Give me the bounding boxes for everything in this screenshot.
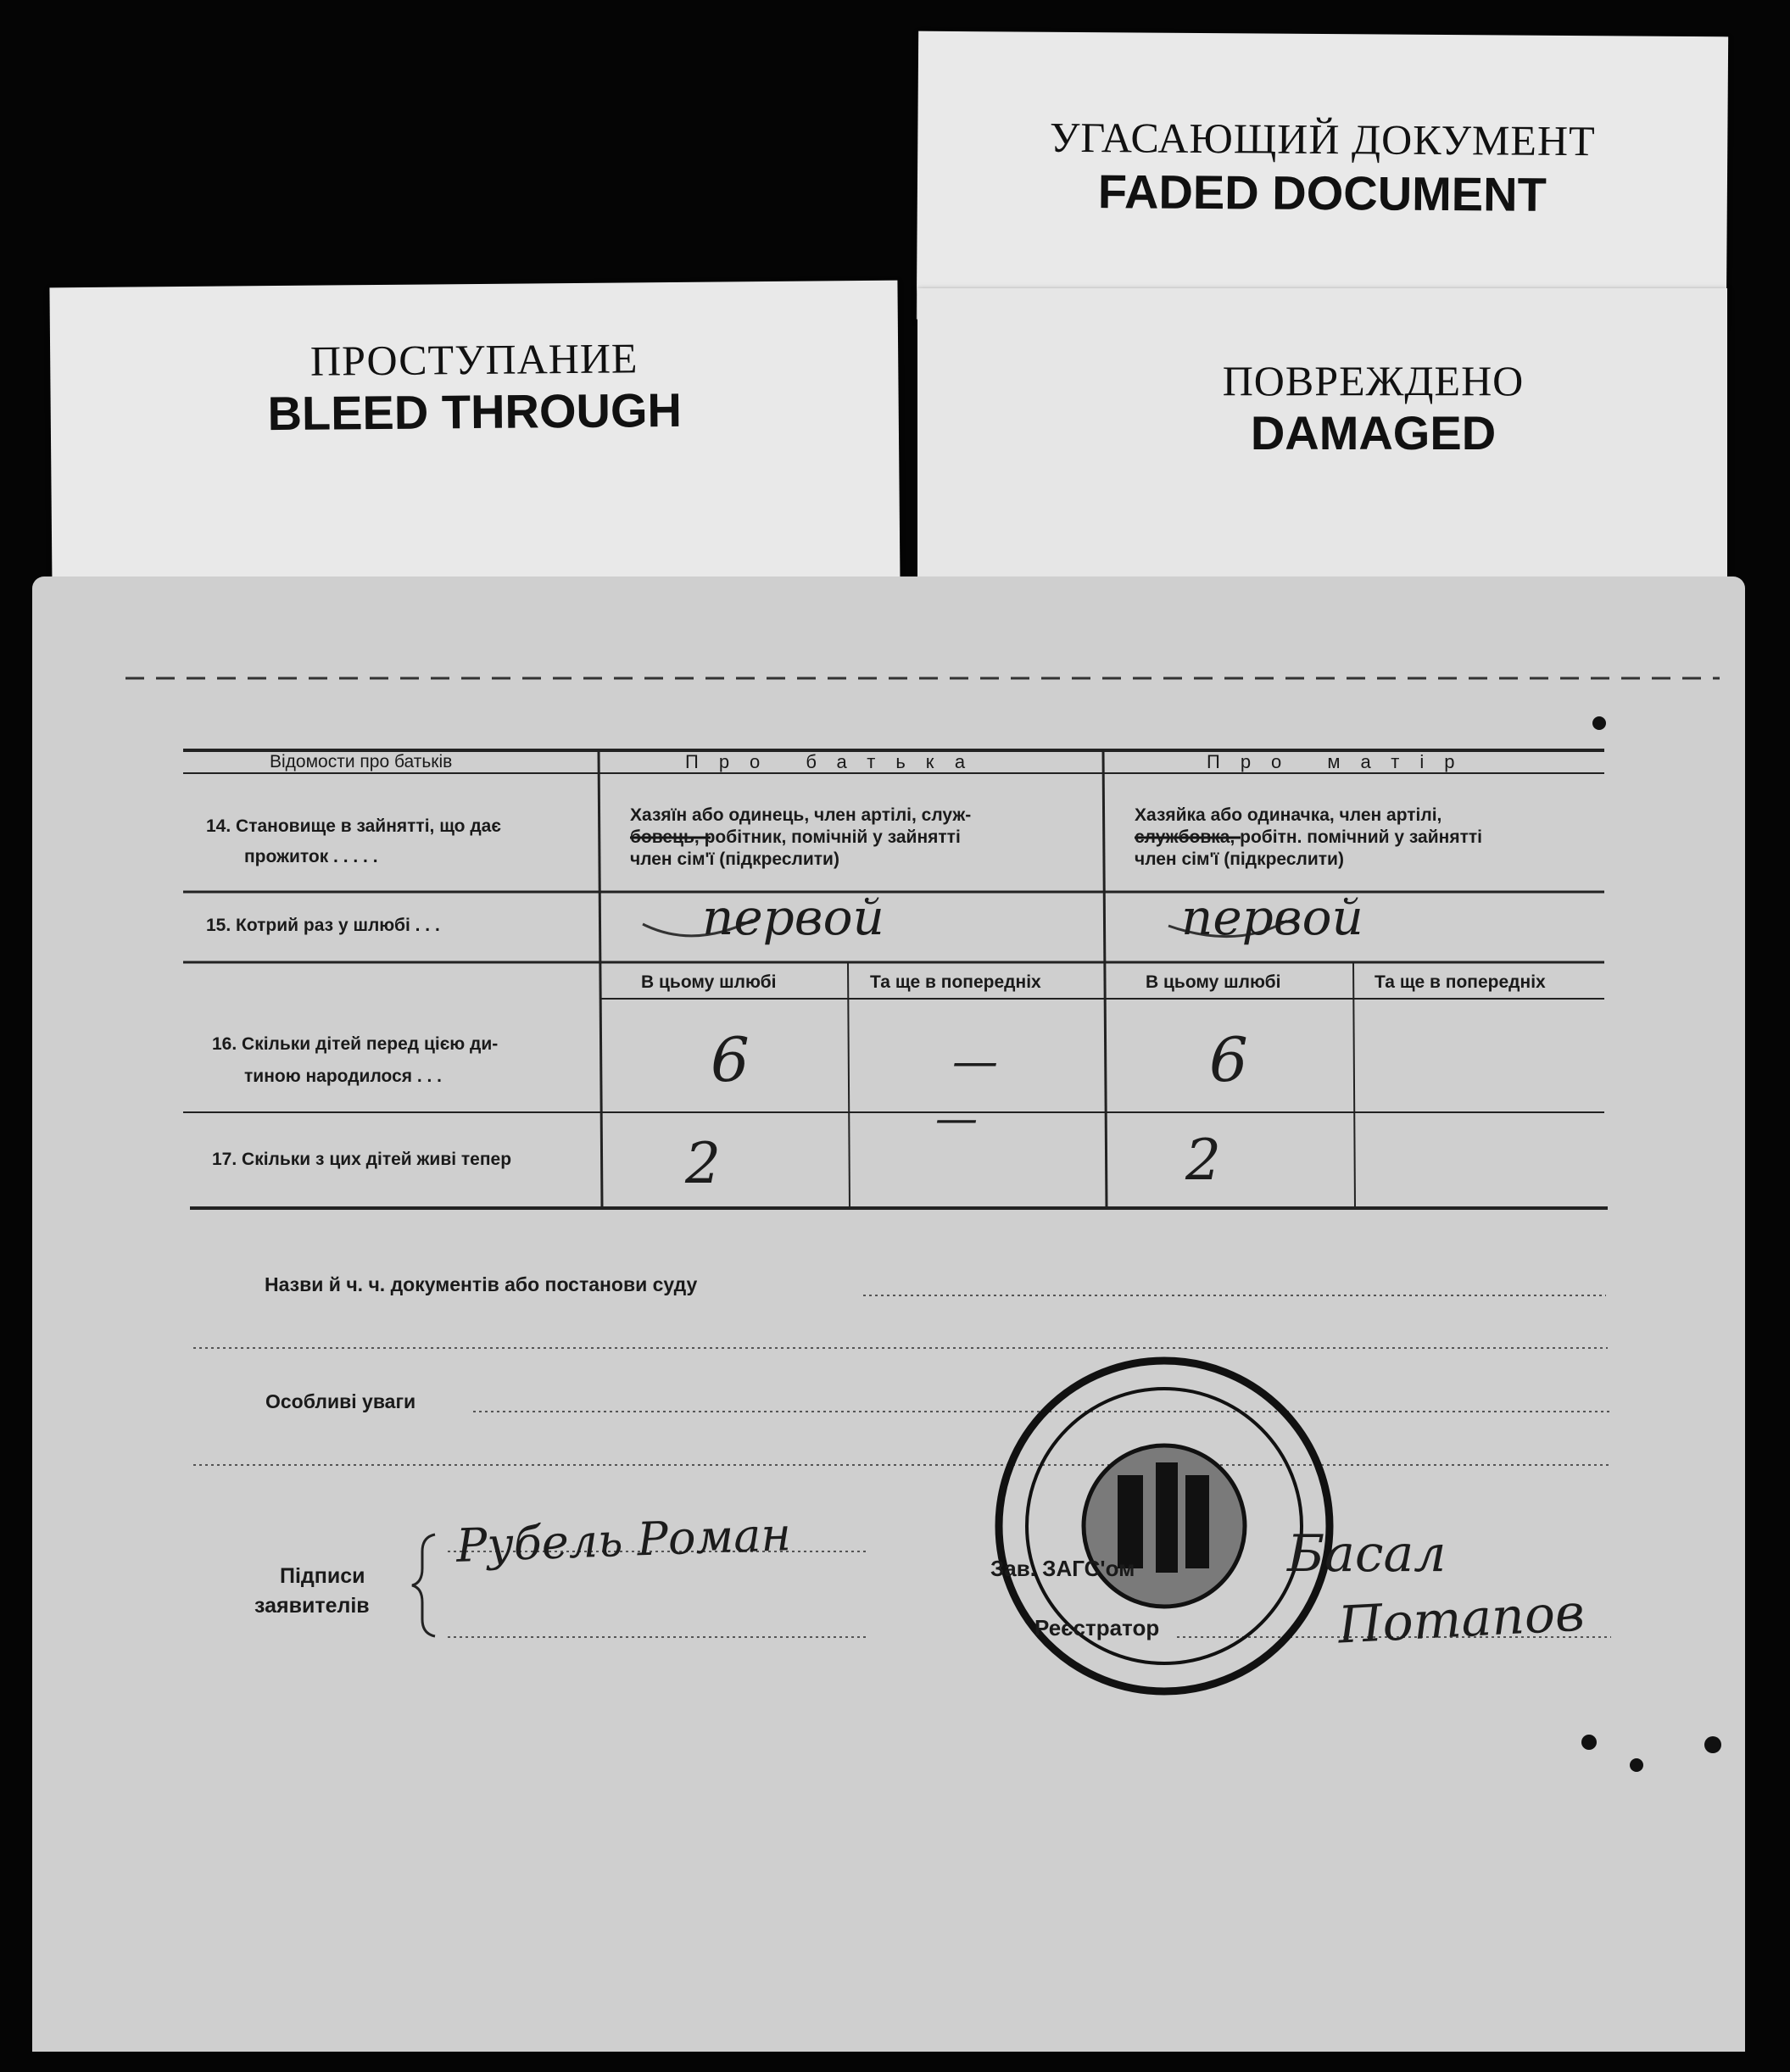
damaged-card	[917, 288, 1727, 593]
row16-label-2: тиною народилося . . .	[244, 1067, 443, 1086]
row17-father-this: 2	[685, 1131, 721, 1196]
mother-previous-header: Та ще в попередніх	[1375, 972, 1546, 992]
faded-card-en: FADED DOCUMENT	[1097, 164, 1547, 221]
registrar-label: Реєстратор	[1034, 1615, 1160, 1640]
signatures-label-1: Підписи	[280, 1564, 365, 1588]
father-header: Про батька	[685, 751, 986, 772]
bleed-through-card	[49, 281, 900, 593]
documents-label: Назви й ч. ч. документів або постанови суду	[265, 1273, 698, 1295]
row15-label: 15. Котрий раз у шлюбі . . .	[206, 916, 440, 935]
bleed-card-ru: ПРОСТУПАНИЕ	[309, 334, 638, 385]
row17-father-prev: —	[935, 1094, 978, 1143]
row16-label-1: 16. Скільки дітей перед цією ди-	[212, 1034, 499, 1054]
special-notes-label: Особливі уваги	[265, 1390, 416, 1412]
damaged-card-en: DAMAGED	[1250, 406, 1497, 460]
row16-father-prev: —	[952, 1034, 998, 1088]
head-of-registry-label: Зав. ЗАГС'ом	[990, 1556, 1135, 1581]
father-this-marriage-header: В цьому шлюбі	[641, 972, 777, 992]
faded-card-ru: УГАСАЮЩИЙ ДОКУМЕНТ	[1049, 113, 1596, 165]
row14-mother-line-2: службовка, робітн. помічний у зайнятті	[1135, 827, 1482, 847]
faded-document-card	[917, 31, 1728, 326]
head-of-registry-signature: Басал	[1287, 1524, 1447, 1584]
registrar-signature: Потапов	[1336, 1583, 1586, 1656]
father-previous-header: Та ще в попередніх	[870, 972, 1041, 992]
row17-label: 17. Скільки з цих дітей живі тепер	[212, 1150, 512, 1169]
form-lines	[32, 576, 1745, 2052]
signatures-label-2: заявителів	[254, 1594, 370, 1618]
mother-header: Про матір	[1207, 751, 1475, 772]
row14-father-line-2: бовець, робітник, помічній у зайнятті	[630, 827, 961, 847]
row14-mother-line-3: член сім'ї (підкреслити)	[1135, 849, 1344, 869]
row16-mother-this: 6	[1209, 1024, 1248, 1095]
row16-father-this: 6	[711, 1024, 750, 1095]
applicant-signature: Рубель Роман	[455, 1507, 792, 1573]
row17-mother-this: 2	[1185, 1128, 1221, 1193]
row15-mother-value: первой	[1181, 888, 1363, 946]
parents-info-header: Відомости про батьків	[270, 752, 453, 771]
bleed-card-en: BLEED THROUGH	[267, 382, 683, 441]
record-form-sheet	[32, 576, 1745, 2052]
damaged-card-ru: ПОВРЕЖДЕНО	[1222, 357, 1525, 404]
row14-mother-line-1: Хазяйка або одиначка, член артілі,	[1135, 805, 1442, 825]
row15-father-value: первой	[702, 888, 884, 946]
row14-label-2: прожиток . . . . .	[244, 847, 378, 866]
mother-this-marriage-header: В цьому шлюбі	[1146, 972, 1281, 992]
row14-label-1: 14. Становище в зайнятті, що дає	[206, 816, 501, 836]
row14-father-line-1: Хазяїн або одинець, член артілі, служ-	[630, 805, 972, 825]
row14-father-line-3: член сім'ї (підкреслити)	[630, 849, 839, 869]
official-seal	[999, 1361, 1330, 1691]
